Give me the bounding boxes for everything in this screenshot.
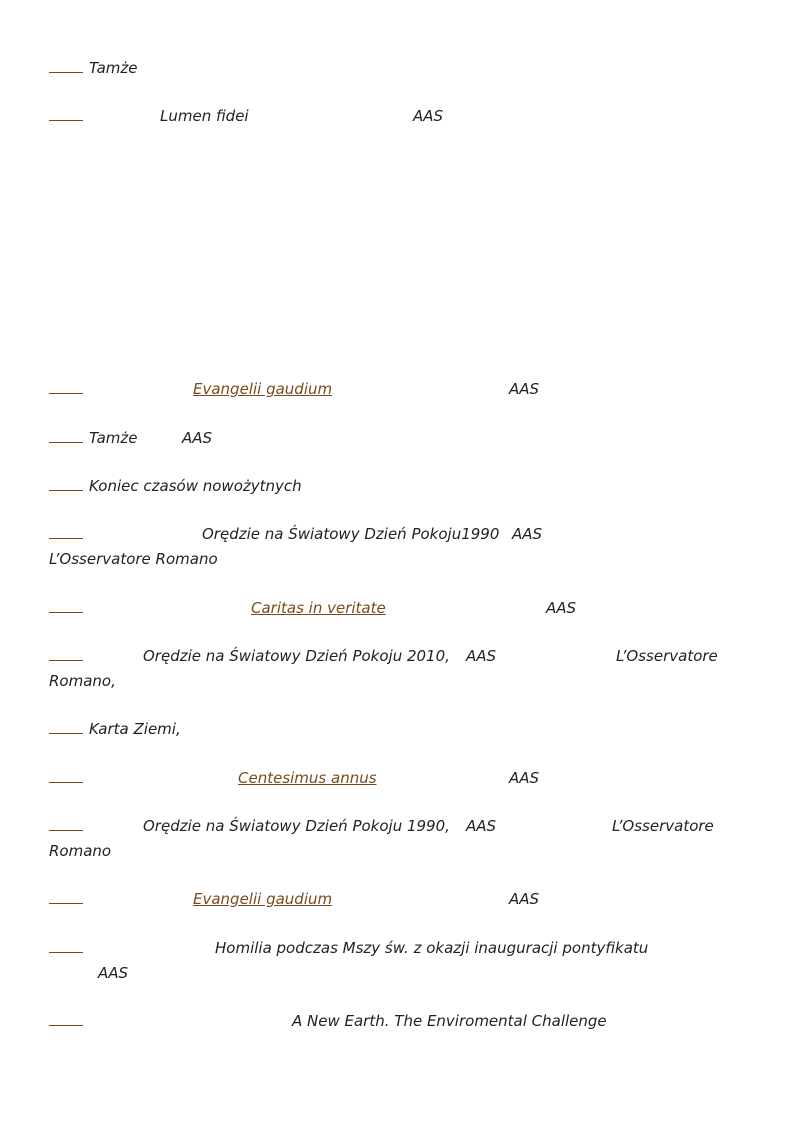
footnote-3	[49, 377, 749, 402]
footnote-number-placeholder[interactable]	[49, 58, 83, 73]
footnote-10	[49, 766, 749, 791]
footnote-2	[49, 104, 749, 129]
document-title: Lumen fidei	[160, 107, 249, 125]
footnote-number-placeholder[interactable]	[49, 816, 83, 831]
footnote-number-placeholder[interactable]	[49, 524, 83, 539]
aas-reference: AAS	[466, 647, 497, 665]
footnote-number-placeholder[interactable]	[49, 379, 83, 394]
footnote-text: Romano	[49, 842, 112, 860]
footnote-number-placeholder[interactable]	[49, 598, 83, 613]
footnote-6-continuation	[49, 547, 749, 572]
footnote-1	[49, 56, 749, 81]
footnote-number-placeholder[interactable]	[49, 719, 83, 734]
footnote-number-placeholder[interactable]	[49, 889, 83, 904]
aas-reference: AAS	[182, 429, 213, 447]
footnote-9	[49, 717, 749, 742]
aas-reference: AAS	[509, 890, 540, 908]
footnote-number-placeholder[interactable]	[49, 1011, 83, 1026]
document-title: Orędzie na Światowy Dzień Pokoju 2010,	[143, 647, 450, 665]
footnote-13	[49, 936, 749, 961]
footnote-text: Karta Ziemi,	[89, 720, 181, 738]
osservatore-reference: L’Osservatore	[612, 817, 714, 835]
document-title: Homilia podczas Mszy św. z okazji inauguracji pontyfikatu	[215, 939, 649, 957]
footnote-4	[49, 426, 749, 451]
footnote-number-placeholder[interactable]	[49, 768, 83, 783]
footnote-11-continuation	[49, 839, 749, 864]
aas-reference: AAS	[509, 380, 540, 398]
aas-reference: AAS	[466, 817, 497, 835]
document-title: Orędzie na Światowy Dzień Pokoju 1990,	[143, 817, 450, 835]
footnote-8	[49, 644, 749, 669]
document-link[interactable]: Centesimus annus	[238, 769, 377, 787]
footnote-number-placeholder[interactable]	[49, 106, 83, 121]
aas-reference: AAS	[546, 599, 577, 617]
footnote-8-continuation	[49, 669, 749, 694]
footnote-text: Romano,	[49, 672, 116, 690]
footnote-5	[49, 474, 749, 499]
footnote-text: Tamże	[89, 429, 138, 447]
footnote-6	[49, 522, 749, 547]
document-link[interactable]: Evangelii gaudium	[193, 890, 333, 908]
footnote-text: L’Osservatore Romano	[49, 550, 218, 568]
footnote-number-placeholder[interactable]	[49, 938, 83, 953]
document-title: A New Earth. The Enviromental Challenge	[292, 1012, 607, 1030]
footnote-number-placeholder[interactable]	[49, 476, 83, 491]
footnote-14	[49, 1009, 749, 1034]
footnote-7	[49, 596, 749, 621]
footnote-text: Tamże	[89, 59, 138, 77]
footnote-12	[49, 887, 749, 912]
aas-reference: AAS	[509, 769, 540, 787]
footnote-number-placeholder[interactable]	[49, 428, 83, 443]
aas-reference: AAS	[98, 964, 129, 982]
osservatore-reference: L’Osservatore	[616, 647, 718, 665]
aas-reference: AAS	[413, 107, 444, 125]
document-link[interactable]: Evangelii gaudium	[193, 380, 333, 398]
footnote-11	[49, 814, 749, 839]
footnote-text: Koniec czasów nowożytnych	[89, 477, 302, 495]
document-link[interactable]: Caritas in veritate	[251, 599, 386, 617]
footnote-number-placeholder[interactable]	[49, 646, 83, 661]
document-title: Orędzie na Światowy Dzień Pokoju1990	[202, 525, 500, 543]
aas-reference: AAS	[512, 525, 543, 543]
